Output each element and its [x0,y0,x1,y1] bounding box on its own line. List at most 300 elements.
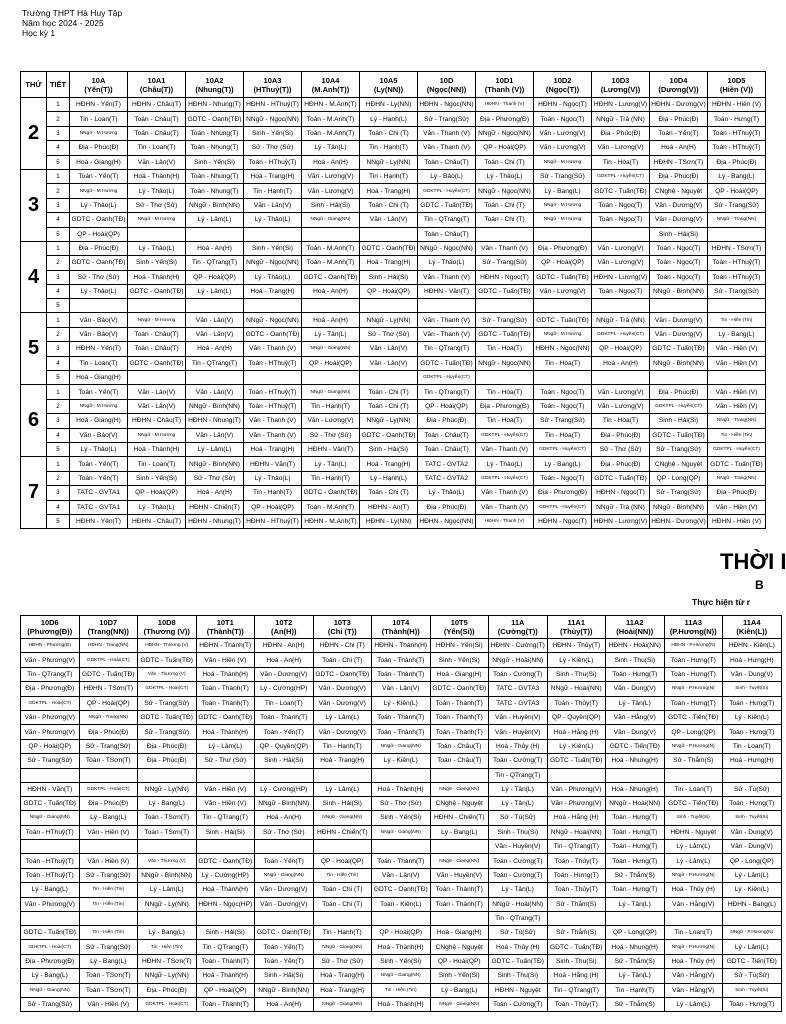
schedule-cell: Toán - Nhung(T) [186,184,244,198]
schedule-cell: Lý - Kiên(L) [547,653,606,667]
schedule-cell: Lý - Tân(L) [302,327,360,341]
schedule-cell [430,768,489,782]
schedule-cell: TATC - GVTA2 [418,471,476,485]
schedule-cell: GDTC - Tuấn(TĐ) [592,184,650,198]
schedule-cell: NNgữ - Ngọc(NN) [244,313,302,327]
schedule-cell: Toán - Thành(T) [196,682,255,696]
schedule-cell: Sử - Thắm(S) [664,754,723,768]
schedule-cell: NNgữ - P.Hương(N) [664,682,723,696]
schedule-cell: Sử - Thơ (Sử) [360,327,418,341]
schedule-cell: Toán - Ngọc(T) [650,241,708,255]
schedule-cell: Văn - Lương(V) [592,399,650,413]
schedule-cell: Toán - Yến(T) [255,954,314,968]
schedule-cell: Toán - TSơn(T) [79,983,138,997]
schedule-cell [664,768,723,782]
schedule-cell [70,299,128,313]
schedule-cell: Văn - Huyền(V) [489,725,548,739]
schedule-cell: Toán - Châu(T) [430,739,489,753]
schedule-cell: Toán - Thành(T) [372,710,431,724]
schedule-cell: Văn - Lân(V) [128,385,186,399]
schedule-cell: Văn - Hằng(V) [664,969,723,983]
period-number: 2 [47,256,70,270]
class-code: 11A3 [684,618,703,627]
table-row [21,739,782,753]
class-code: 10T2 [275,618,293,627]
schedule-cell [255,840,314,854]
schedule-cell: Lý - Bang(L) [430,825,489,839]
schedule-cell: Toán - TSơn(T) [138,825,197,839]
schedule-cell: Lý - Tân(L) [606,969,665,983]
schedule-cell: Sử - Thơ (Sử) [186,471,244,485]
schedule-cell: HĐHN - Hoài(NN) [606,639,665,653]
schedule-cell [650,299,708,313]
schedule-cell: Địa - Phúc(Đ) [592,457,650,471]
period-number: 3 [47,342,70,356]
schedule-cell: Hoá - Thủy (H) [664,954,723,968]
table-row [21,696,782,710]
schedule-cell: Sinh - Hải(Si) [650,414,708,428]
schedule-cell: QP - Hoài(QP) [372,926,431,940]
schedule-cell [255,912,314,926]
class-code: 10T5 [450,618,468,627]
class-code: 10A [91,75,106,85]
schedule-cell: Văn - Thương (V) [138,854,197,868]
class-code: 10T1 [216,618,234,627]
schedule-cell: Lý - Thảo(L) [418,256,476,270]
table-row [21,327,766,341]
schedule-cell: Sử - Thắm(S) [547,897,606,911]
schedule-cell [128,371,186,385]
schedule-cell: Hoá - Giang(H) [70,414,128,428]
schedule-cell: Lý - Kiên(L) [372,696,431,710]
schedule-cell: NNgữ - Giang(NN) [372,969,431,983]
schedule-cell [430,912,489,926]
class-teacher: (Thương (V)) [143,627,190,636]
schedule-cell: Văn - Lân(V) [186,385,244,399]
schedule-cell: GDKTPL - Hoài(CT) [21,940,80,954]
schedule-cell: Tin - Hòa(T) [476,342,534,356]
schedule-cell: Toán - Chi (T) [476,155,534,169]
schedule-cell: Toán - Thành(T) [430,725,489,739]
schedule-cell: NNgữ - Giang(NN) [255,868,314,882]
schedule-cell: Toán - Hưng(T) [664,653,723,667]
period-number: 4 [47,356,70,370]
schedule-cell [360,299,418,313]
schedule-cell: Địa - Phúc(Đ) [79,796,138,810]
schedule-cell: Toán - HThuỷ(T) [708,141,766,155]
schedule-cell: GDTC - Oanh(TĐ) [360,428,418,442]
schedule-cell: Địa - Phương(Đ) [476,112,534,126]
schedule-cell: Sinh - Thu(Si) [547,667,606,681]
class-header [606,616,665,639]
table-row [21,639,782,653]
day-label: 2 [21,98,47,170]
schedule-cell: Văn - Thanh (V) [418,141,476,155]
class-code: 10D3 [611,75,630,85]
schedule-cell: Văn - Lân(V) [186,327,244,341]
schedule-cell: GDTC - Tuấn(TĐ) [489,954,548,968]
class-teacher: (Nhung(T)) [195,84,234,94]
schedule-cell: HĐHN - Trang(NN) [79,639,138,653]
schedule-cell: Tin - Loan(T) [128,141,186,155]
period-number: 5 [47,442,70,456]
schedule-cell: Lý - Thảo(L) [128,241,186,255]
schedule-cell [476,227,534,241]
class-code: 10A4 [321,75,340,85]
schedule-cell: Sử - Trang(Sử) [21,754,80,768]
schedule-cell [708,371,766,385]
period-number: 3 [47,198,70,212]
schedule-cell: Toán - Hưng(T) [606,883,665,897]
schedule-cell [255,768,314,782]
schedule-cell: Sử - Thắm(S) [547,926,606,940]
schedule-cell: Toán - Hưng(T) [723,696,782,710]
schedule-cell: HĐHN - TSơn(T) [79,682,138,696]
period-number: 2 [47,327,70,341]
class-header [360,72,418,98]
schedule-cell: CNghệ - Nguyệt [430,796,489,810]
schedule-cell: GDKTPL - Huyền(CT) [476,428,534,442]
schedule-cell: Sử - Thơ (Sử) [255,825,314,839]
schedule-cell: Tin - QTrang(T) [547,983,606,997]
schedule-cell: HĐHN - Nguyệt [489,983,548,997]
schedule-cell: GDKTPL - Huyền(CT) [476,471,534,485]
schedule-cell: Toán - Châu(T) [128,327,186,341]
table-row [21,112,766,126]
schedule-cell: Tin - QTrang(T) [489,912,548,926]
schedule-cell: HĐHN - Nhung(T) [186,514,244,528]
schedule-cell: Hoá - Hằng (H) [547,725,606,739]
schedule-cell: Toán - Yến(T) [255,854,314,868]
schedule-cell: Địa - Phúc(Đ) [708,486,766,500]
table-row [21,883,782,897]
schedule-cell: Tin - Hạnh(T) [302,399,360,413]
schedule-cell: Hoá - Thành(H) [128,169,186,183]
schedule-cell: QP - Hoài(QP) [360,285,418,299]
schedule-cell: Toán - M.Anh(T) [302,241,360,255]
schedule-cell [708,227,766,241]
schedule-cell: Lý - Thảo(L) [128,184,186,198]
schedule-cell: HĐHN - Thủy(T) [547,639,606,653]
schedule-cell [302,299,360,313]
schedule-cell: Tin - QTrang(T) [418,385,476,399]
schedule-cell [79,768,138,782]
period-number: 4 [47,285,70,299]
schedule-cell: NNgữ - Bình(NN) [186,198,244,212]
schedule-cell: QP - Hoài(QP) [418,399,476,413]
schedule-cell: Địa - Phương(Đ) [534,241,592,255]
schedule-cell: GDTC - Oanh(TĐ) [372,883,431,897]
schedule-cell: Toán - Thành(T) [372,667,431,681]
schedule-cell: Toán - Hưng(T) [606,854,665,868]
schedule-cell: Văn - Phương(V) [21,710,80,724]
schedule-cell: Tin - Loan(T) [723,739,782,753]
schedule-cell: Toán - Yến(T) [70,457,128,471]
class-code: 10A1 [147,75,166,85]
schedule-cell: Sinh - Yến(Si) [372,811,431,825]
schedule-cell: Tin - Hiền (Tin) [138,940,197,954]
schedule-cell: Lý - Lâm(L) [138,883,197,897]
schedule-cell [708,299,766,313]
schedule-cell: GDTC - Tuấn(TĐ) [138,710,197,724]
schedule-cell: HĐHN - Yến(T) [70,98,128,112]
schedule-cell: Hoá - Nhung(H) [606,782,665,796]
period-number: 1 [47,241,70,255]
schedule-cell: Toán - Cường(T) [489,667,548,681]
schedule-cell: Hoá - An(H) [302,285,360,299]
schedule-cell: Sử - Trang(Sử) [534,414,592,428]
schedule-cell: GDKTPL - Hoài(CT) [21,696,80,710]
schedule-cell: GDTC - Tuấn(TĐ) [418,356,476,370]
schedule-cell: HĐHN - Văn(T) [244,457,302,471]
class-teacher: (HThuỷ(T)) [253,84,292,94]
schedule-cell: Toán - HThuỷ(T) [244,356,302,370]
schedule-cell: Tin - QTrang(T) [21,667,80,681]
schedule-cell: GDTC - Oanh(TĐ) [196,710,255,724]
schedule-cell: HĐHN - Ngọc(T) [534,98,592,112]
schedule-cell: Toán - Chi (T) [360,399,418,413]
schedule-cell: Địa - Phúc(Đ) [650,112,708,126]
schedule-cell [430,840,489,854]
schedule-cell: NNgữ - Hoài(NN) [489,897,548,911]
class-teacher: (Hoài(NN)) [616,627,654,636]
schedule-cell: Lý - Thảo(L) [244,270,302,284]
class-code: 10T3 [333,618,351,627]
schedule-cell: GDTC - Oanh(TĐ) [430,682,489,696]
schedule-cell: NNgữ - Bình(NN) [186,399,244,413]
schedule-cell: Tin - Hạnh(T) [313,926,372,940]
schedule-cell: NNgữ - Ly(NN) [138,897,197,911]
schedule-cell: HĐHN - Thanh (V) [476,98,534,112]
schedule-cell: Văn - Thanh (V) [244,342,302,356]
table-row [21,442,766,456]
schedule-cell: Văn - Phương(V) [21,725,80,739]
schedule-cell: Hoá - Giang(H) [70,155,128,169]
schedule-cell: Hoá - Hằng (H) [547,811,606,825]
schedule-cell: NNgữ - P.Hương(N) [723,926,782,940]
schedule-cell: HĐHN - Văn(T) [418,285,476,299]
schedule-cell: Hoá - Nhung(H) [606,754,665,768]
schedule-cell: Văn - Lương(V) [534,126,592,140]
schedule-cell: Tin - Hiền (Tin) [708,313,766,327]
schedule-cell: Lý - Thảo(L) [476,457,534,471]
schedule-cell: Toán - Chi (T) [476,198,534,212]
schedule-cell: Văn - Dung(V) [723,825,782,839]
schedule-cell: Văn - Hiền (V) [79,854,138,868]
schedule-cell: NNgữ - Trang(NN) [708,414,766,428]
schedule-cell [302,371,360,385]
schedule-cell: HĐHN - Nhung(T) [186,414,244,428]
schedule-cell: Lý - Tân(L) [302,141,360,155]
period-number: 3 [47,270,70,284]
schedule-cell: Sinh - Yến(Si) [128,471,186,485]
table-row [21,486,766,500]
table-row [21,969,782,983]
schedule-cell: HĐHN - P.Hương(N) [664,639,723,653]
table-row [21,754,782,768]
schedule-cell [606,768,665,782]
class-header [418,72,476,98]
schedule-cell: QP - Long(QP) [664,725,723,739]
schedule-cell [534,299,592,313]
class-code: 10A2 [205,75,224,85]
schedule-cell: Lý - Bang(L) [708,327,766,341]
schedule-cell: Văn - Hiền (V) [196,653,255,667]
schedule-cell: Hoá - Nhung(H) [606,940,665,954]
schedule-cell: Văn - Dương(V) [650,327,708,341]
schedule-cell: Hoá - Trang(H) [244,169,302,183]
schedule-cell: Văn - Lân(V) [186,313,244,327]
schedule-cell: GDTC - Tuấn(TĐ) [21,796,80,810]
schedule-cell: Lý - Bang(L) [21,883,80,897]
schedule-cell: Văn - Hằng(V) [606,710,665,724]
schedule-cell: Hoá - Thành(H) [372,782,431,796]
schedule-cell: NNgữ - M Hương [534,198,592,212]
schedule-cell: Sinh - Tuyết(Si) [723,983,782,997]
schedule-cell: NNgữ - Trà (NN) [592,500,650,514]
schedule-cell: Văn - Phương(V) [547,796,606,810]
schedule-cell: Văn - Huyền(V) [489,710,548,724]
period-number: 1 [47,457,70,471]
schedule-cell: Sử - Thơ (Sử) [372,796,431,810]
schedule-cell: Tin - QTrang(T) [418,213,476,227]
schedule-cell: GDKTPL - Huyền(CT) [534,442,592,456]
schedule-cell: NNgữ - P.Hương(N) [664,739,723,753]
class-code: 11A1 [567,618,586,627]
class-header [650,72,708,98]
schedule-cell: Văn - Lương(V) [592,256,650,270]
schedule-cell: Hoá - Thành(H) [372,940,431,954]
schedule-cell: HĐHN - Ngọc(NN) [418,98,476,112]
schedule-cell: HĐHN - M.Anh(T) [302,514,360,528]
schedule-cell [360,227,418,241]
schedule-cell: Văn - Dung(V) [606,725,665,739]
class-teacher: (P.Hương(N)) [669,627,717,636]
schedule-cell: Văn - Bảo(V) [70,313,128,327]
schedule-cell: Tin - Loan(T) [664,926,723,940]
schedule-cell: Toán - Thành(T) [196,954,255,968]
class-code: 10D2 [553,75,572,85]
schedule-cell: Toán - Ngọc(T) [534,471,592,485]
schedule-cell: Sinh - Tuyết(Si) [723,811,782,825]
day-label: 4 [21,241,47,313]
schedule-cell: NNgữ - M Hương [70,184,128,198]
class-code: 11A2 [625,618,644,627]
schedule-cell: Văn - Thanh (V) [476,442,534,456]
schedule-cell: Hoá - An(H) [255,811,314,825]
class-header [664,616,723,639]
schedule-cell: Tin - Hạnh(T) [244,184,302,198]
class-header [476,72,534,98]
schedule-cell: Toán - Hưng(T) [606,667,665,681]
table-row [21,256,766,270]
schedule-cell: NNgữ - Ngọc(NN) [476,184,534,198]
schedule-cell: Lý - Lâm(L) [186,442,244,456]
schedule-cell: NNgữ - Ngọc(NN) [244,112,302,126]
schedule-cell: HĐHN - Lương(V) [592,98,650,112]
schedule-cell: Văn - Lương(V) [592,241,650,255]
schedule-cell: Văn - Hiền (V) [79,997,138,1011]
table-row [21,868,782,882]
table-row [21,299,766,313]
schedule-cell: Địa - Phúc(Đ) [138,983,197,997]
schedule-cell: Toán - TSơn(T) [79,754,138,768]
schedule-cell: Sử - Thắm(S) [606,868,665,882]
schedule-cell: Toán - Ngọc(T) [650,256,708,270]
schedule-cell: Tin - QTrang(T) [196,940,255,954]
schedule-cell: Lý - Bang(L) [430,983,489,997]
table-row [21,514,766,528]
schedule-cell: Toán - Yến(T) [70,385,128,399]
day-label: 7 [21,457,47,529]
schedule-cell: Văn - Lân(V) [128,155,186,169]
schedule-cell: Hoá - An(H) [186,241,244,255]
timetable-note: Thực hiện từ r [692,597,751,607]
schedule-cell: Hoá - An(H) [650,141,708,155]
schedule-cell [196,840,255,854]
schedule-cell: Toán - Châu(T) [128,112,186,126]
schedule-cell [186,227,244,241]
class-header [489,616,548,639]
schedule-cell: Sinh - Yến(Si) [186,155,244,169]
schedule-cell: Toán - Ngọc(T) [534,385,592,399]
schedule-cell: HĐHN - M.Anh(T) [302,98,360,112]
schedule-cell: NNgữ - M Hương [534,155,592,169]
schedule-cell [128,227,186,241]
schedule-cell: NNgữ - Bình(NN) [186,457,244,471]
schedule-cell: GDTC - Tuấn(TĐ) [138,653,197,667]
schedule-cell: Văn - Huyền(V) [430,868,489,882]
schedule-cell: Sinh - Thu(Si) [489,969,548,983]
schedule-cell: NNgữ - M Hương [128,313,186,327]
schedule-cell: QP - Hoài(QP) [244,500,302,514]
schedule-cell: HĐHN - Văn(T) [21,782,80,796]
schedule-cell: Văn - Hiền (V) [708,500,766,514]
schedule-cell: Toán - Yến(T) [70,169,128,183]
schedule-cell: Địa - Phúc(Đ) [592,126,650,140]
schedule-cell: Địa - Phương(Đ) [21,682,80,696]
schedule-cell: Lý - Cường(HP) [196,868,255,882]
schedule-cell: Hoá - Trang(H) [313,754,372,768]
schedule-cell: Lý - Thảo(L) [244,213,302,227]
schedule-cell: Hoá - Thành(H) [128,442,186,456]
schedule-cell: CNghệ - Nguyệt [430,940,489,954]
schedule-cell: Hoá - Trang(H) [244,442,302,456]
class-teacher: (Hiền (V)) [719,84,754,94]
schedule-cell: Lý - Tân(L) [606,897,665,911]
schedule-cell [21,768,80,782]
schedule-cell: Toán - Cường(T) [489,997,548,1011]
schedule-cell: Toán - TSơn(T) [79,969,138,983]
schedule-cell: Sinh - Thu(Si) [547,954,606,968]
schedule-cell [244,371,302,385]
schedule-cell: Toán - Chi (T) [313,897,372,911]
schedule-cell: Lý - Bang(L) [138,796,197,810]
schedule-cell: Tin - QTrang(T) [196,811,255,825]
schedule-cell: QP - Long(QP) [650,471,708,485]
schedule-cell: Toán - Thủy(T) [547,997,606,1011]
schedule-cell: NNgữ - Giang(NN) [372,825,431,839]
period-number: 5 [47,299,70,313]
schedule-cell: GDTC - Tuấn(TĐ) [418,198,476,212]
schedule-cell: NNgữ - M Hương [128,428,186,442]
class-header [313,616,372,639]
school-year: Năm học 2024 - 2025 [22,18,104,28]
schedule-cell [138,840,197,854]
table-row [21,414,766,428]
schedule-cell: Địa - Phương(Đ) [21,954,80,968]
class-teacher: (Yến(T)) [84,84,113,94]
